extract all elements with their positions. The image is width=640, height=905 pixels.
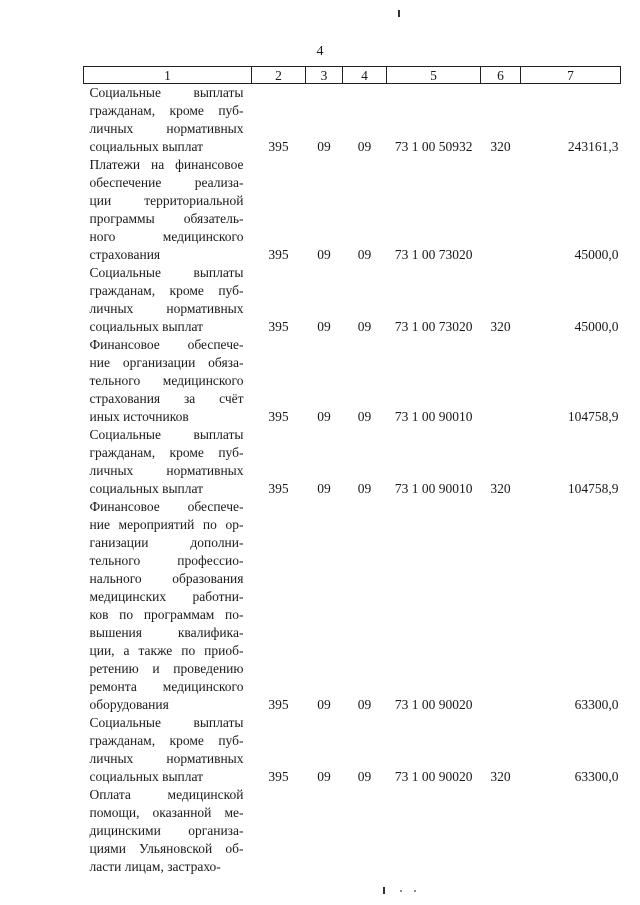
expense-type-code: 320: [490, 481, 511, 496]
admin-code: 395: [268, 409, 289, 424]
description-line: ремонта медицинского: [89, 679, 244, 694]
expense-type-code: 320: [490, 319, 511, 334]
description-line: Финансовое обеспече-: [89, 337, 244, 352]
row-description: [84, 498, 252, 714]
subsection-code: [343, 786, 387, 876]
admin-code: 395: [268, 319, 289, 334]
subsection-code: 09: [357, 139, 372, 154]
subsection-code: 09: [357, 697, 372, 712]
scan-mark-bottom-dot: [400, 890, 402, 892]
admin-code: 395: [268, 247, 289, 262]
description-line: ков по программам по-: [89, 607, 244, 622]
target-code: 73 1 00 90010: [394, 409, 473, 424]
amount: 63300,0: [574, 769, 619, 784]
amount: 243161,3: [567, 139, 619, 154]
row-description: [84, 714, 252, 786]
expense-type-code: [481, 336, 521, 426]
description-line: Оплата медицинской: [89, 787, 244, 802]
target-code: 73 1 00 73020: [394, 319, 473, 334]
column-number: 7: [521, 67, 621, 84]
table-body: [84, 84, 621, 877]
description-line: обеспечение реализа-: [89, 175, 244, 190]
description-line: личных нормативных: [89, 751, 244, 766]
description-line: ции, а также по приоб-: [89, 643, 244, 658]
description-line: нального образования: [89, 571, 244, 586]
table-row: [84, 498, 621, 714]
column-number: 2: [252, 67, 306, 84]
table-row: [84, 156, 621, 264]
table-row: [84, 426, 621, 498]
description-line: дицинскими организа-: [89, 823, 244, 838]
admin-code: 395: [268, 769, 289, 784]
section-code: 09: [317, 481, 331, 496]
description-line: ганизации дополни-: [89, 535, 244, 550]
section-code: 09: [317, 769, 331, 784]
section-code: 09: [317, 697, 331, 712]
table-row: [84, 714, 621, 786]
description-line: программы обязатель-: [89, 211, 244, 226]
subsection-code: 09: [357, 769, 372, 784]
target-code: 73 1 00 90020: [394, 769, 473, 784]
section-code: 09: [317, 247, 331, 262]
amount: 104758,9: [567, 481, 619, 496]
budget-table: [83, 66, 621, 876]
section-code: 09: [317, 139, 331, 154]
description-line: социальных выплат: [89, 769, 204, 784]
row-description: [84, 426, 252, 498]
description-line: гражданам, кроме пуб-: [89, 103, 244, 118]
description-line: социальных выплат: [89, 319, 204, 334]
subsection-code: 09: [357, 409, 372, 424]
subsection-code: 09: [357, 319, 372, 334]
description-line: вышения квалифика-: [89, 625, 244, 640]
column-number: 1: [84, 67, 252, 84]
subsection-code: 09: [357, 247, 372, 262]
target-code: 73 1 00 90020: [394, 697, 473, 712]
description-line: страхования за счёт: [89, 391, 244, 406]
admin-code: 395: [268, 697, 289, 712]
table-row: [84, 264, 621, 336]
row-description: [84, 786, 252, 876]
description-line: ние организации обяза-: [89, 355, 244, 370]
description-line: циями Ульяновской об-: [89, 841, 244, 856]
row-description: [84, 156, 252, 264]
description-line: личных нормативных: [89, 463, 244, 478]
column-number: 3: [306, 67, 343, 84]
description-line: гражданам, кроме пуб-: [89, 283, 244, 298]
expense-type-code: 320: [490, 139, 511, 154]
description-line: тельного медицинского: [89, 373, 244, 388]
admin-code: 395: [268, 481, 289, 496]
amount: 45000,0: [574, 247, 619, 262]
description-line: иных источников: [89, 409, 189, 424]
target-code: [387, 786, 481, 876]
description-line: гражданам, кроме пуб-: [89, 733, 244, 748]
subsection-code: 09: [357, 481, 372, 496]
description-line: ласти лицам, застрахо-: [89, 859, 221, 874]
description-line: тельного профессио-: [89, 553, 244, 568]
table-row: [84, 84, 621, 157]
target-code: 73 1 00 73020: [394, 247, 473, 262]
admin-code: [252, 786, 306, 876]
section-code: 09: [317, 409, 331, 424]
description-line: помощи, оказанной ме-: [89, 805, 244, 820]
description-line: оборудования: [89, 697, 169, 712]
amount: 104758,9: [567, 409, 619, 424]
column-number-row: [84, 67, 621, 84]
admin-code: 395: [268, 139, 289, 154]
row-description: [84, 84, 252, 157]
description-line: социальных выплат: [89, 139, 204, 154]
column-number: 4: [343, 67, 387, 84]
description-line: гражданам, кроме пуб-: [89, 445, 244, 460]
description-line: ции территориальной: [89, 193, 244, 208]
scan-mark-top: [398, 10, 400, 17]
amount: [521, 786, 621, 876]
description-line: личных нормативных: [89, 301, 244, 316]
column-number: 6: [481, 67, 521, 84]
section-code: [306, 786, 343, 876]
expense-type-code: [481, 498, 521, 714]
description-line: Финансовое обеспече-: [89, 499, 244, 514]
description-line: ретению и проведению: [89, 661, 244, 676]
row-description: [84, 336, 252, 426]
table-row: [84, 336, 621, 426]
target-code: 73 1 00 50932: [394, 139, 473, 154]
description-line: медицинских работни-: [89, 589, 244, 604]
column-number: 5: [387, 67, 481, 84]
description-line: страхования: [89, 247, 161, 262]
expense-type-code: 320: [490, 769, 511, 784]
description-line: социальных выплат: [89, 481, 204, 496]
description-line: Социальные выплаты: [89, 715, 244, 730]
target-code: 73 1 00 90010: [394, 481, 473, 496]
row-description: [84, 264, 252, 336]
expense-type-code: [481, 786, 521, 876]
page-number: 4: [316, 44, 324, 59]
section-code: 09: [317, 319, 331, 334]
table-row: [84, 786, 621, 876]
expense-type-code: [481, 156, 521, 264]
description-line: Социальные выплаты: [89, 85, 244, 100]
description-line: Социальные выплаты: [89, 427, 244, 442]
description-line: ного медицинского: [89, 229, 244, 244]
scan-mark-bottom: [383, 887, 385, 894]
description-line: Социальные выплаты: [89, 265, 244, 280]
description-line: ние мероприятий по ор-: [89, 517, 244, 532]
scan-mark-bottom-dot-2: [414, 890, 416, 892]
amount: 45000,0: [574, 319, 619, 334]
description-line: Платежи на финансовое: [89, 157, 244, 172]
amount: 63300,0: [574, 697, 619, 712]
description-line: личных нормативных: [89, 121, 244, 136]
